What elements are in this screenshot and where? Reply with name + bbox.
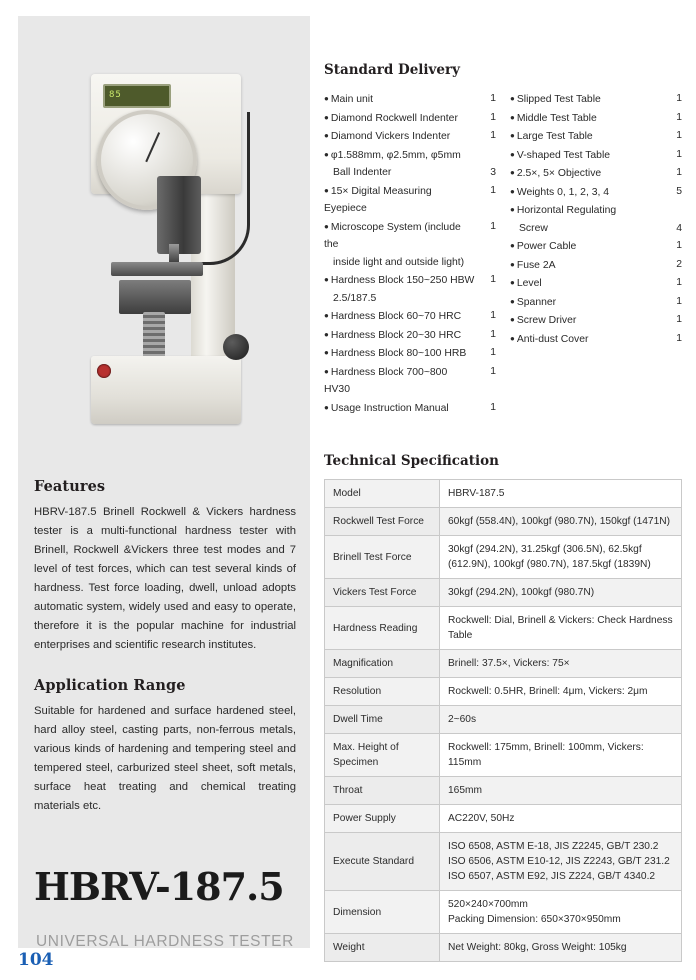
delivery-item-label: ● Level (510, 278, 542, 289)
spec-value: Brinell: 37.5×, Vickers: 75× (440, 650, 682, 678)
spec-value: 165mm (440, 777, 682, 805)
delivery-item-qty: 1 (676, 167, 682, 178)
table-row (325, 579, 682, 607)
machine-arm (157, 176, 201, 254)
digital-display (103, 84, 171, 108)
spec-key: Dimension (325, 891, 440, 934)
delivery-item-qty: 1 (490, 365, 496, 377)
bullet-icon: ● (324, 221, 329, 231)
delivery-item-label: ● Hardness Block 20~30 HRC (324, 329, 462, 341)
delivery-item (324, 271, 496, 290)
delivery-item-label: ● Horizontal Regulating (510, 205, 617, 216)
delivery-item (510, 164, 682, 183)
table-row (325, 891, 682, 934)
machine-base (91, 356, 241, 424)
delivery-item (510, 237, 682, 256)
delivery-item (324, 344, 496, 363)
delivery-item (510, 330, 682, 349)
delivery-item-label: ● Main unit (324, 94, 374, 105)
table-row (325, 706, 682, 734)
delivery-item-qty: 1 (490, 347, 496, 358)
table-row (325, 934, 682, 962)
handwheel-knob (223, 334, 249, 360)
table-row (325, 777, 682, 805)
table-row (325, 805, 682, 833)
spec-value: ISO 6508, ASTM E-18, JIS Z2245, GB/T 230.2 ISO 6506, ASTM E10-12, JIS Z2243, GB/T 231.2 ISO 6507, ASTM E92, JIS Z224, GB/T 4340.2 (440, 833, 682, 891)
delivery-item-qty: 2 (676, 258, 682, 270)
delivery-item (324, 182, 496, 218)
bullet-icon: ● (510, 186, 515, 196)
delivery-item-label: ● Spanner (510, 296, 557, 308)
delivery-item-label: ● Middle Test Table (510, 112, 597, 124)
spec-key: Hardness Reading (325, 607, 440, 650)
delivery-item (324, 218, 496, 254)
delivery-item-qty: 1 (490, 93, 496, 104)
machine-stage (119, 280, 191, 314)
delivery-item (510, 201, 682, 220)
delivery-item-label: ● Hardness Block 80~100 HRB (324, 348, 467, 359)
delivery-item-label: ● φ1.588mm, φ2.5mm, φ5mm (324, 149, 461, 161)
standard-delivery-title: Standard Delivery (324, 62, 460, 78)
delivery-item-label: ● Screw Driver (510, 315, 577, 326)
table-row (325, 734, 682, 777)
spec-key: Power Supply (325, 805, 440, 833)
spec-key: Brinell Test Force (325, 536, 440, 579)
table-row (325, 607, 682, 650)
spec-value: 520×240×700mm Packing Dimension: 650×370×950mm (440, 891, 682, 934)
delivery-item-label: ● Microscope System (include the (324, 221, 461, 250)
bullet-icon: ● (324, 329, 329, 339)
application-range-text: Suitable for hardened and surface hardened steel, hard alloy steel, casting parts, non-ferrous metals, various kinds of hardening and tempering steel and tempered steel, carburized steel sheet, soft metals, surface heat treating and chemical treating materials etc. (34, 705, 296, 812)
specification-table (324, 479, 682, 962)
bullet-icon: ● (510, 296, 515, 306)
spec-value: 30kgf (294.2N), 31.25kgf (306.5N), 62.5kgf (612.9N), 100kgf (980.7N), 187.5kgf (1839N) (440, 536, 682, 579)
delivery-item (510, 90, 682, 109)
bullet-icon: ● (510, 205, 515, 214)
delivery-item (510, 109, 682, 128)
delivery-item-label: ● Diamond Vickers Indenter (324, 131, 451, 142)
spec-value: Rockwell: 175mm, Brinell: 100mm, Vickers: 115mm (440, 734, 682, 777)
delivery-item (324, 146, 496, 165)
delivery-item-qty: 1 (676, 148, 682, 160)
bullet-icon: ● (324, 131, 329, 140)
spec-key: Rockwell Test Force (325, 508, 440, 536)
bullet-icon: ● (324, 112, 329, 122)
spec-value: AC220V, 50Hz (440, 805, 682, 833)
spec-value: Net Weight: 80kg, Gross Weight: 105kg (440, 934, 682, 962)
spec-value: Rockwell: 0.5HR, Brinell: 4μm, Vickers: 2μm (440, 678, 682, 706)
hardness-tester-illustration (73, 56, 258, 436)
spec-value: HBRV-187.5 (440, 480, 682, 508)
delivery-item (324, 290, 496, 308)
bullet-icon: ● (324, 149, 329, 159)
delivery-item-qty: 1 (490, 184, 496, 196)
bullet-icon: ● (510, 94, 515, 103)
delivery-item (510, 311, 682, 330)
delivery-item-label: ● Hardness Block 150~250 HBW (324, 275, 475, 286)
elevating-screw (143, 312, 165, 360)
delivery-item-qty: 1 (676, 240, 682, 251)
test-table (111, 262, 203, 276)
left-panel (18, 16, 310, 948)
bullet-icon: ● (510, 149, 515, 159)
delivery-item (324, 164, 496, 182)
page-number: 104 (18, 950, 54, 970)
delivery-item-qty: 1 (676, 130, 682, 141)
delivery-item-qty: 5 (676, 185, 682, 197)
spec-key: Weight (325, 934, 440, 962)
delivery-item-label: ● V-shaped Test Table (510, 149, 611, 161)
spec-value: Rockwell: Dial, Brinell & Vickers: Check Hardness Table (440, 607, 682, 650)
delivery-item-qty: 1 (676, 277, 682, 288)
display-value: 85 (109, 90, 122, 100)
delivery-item (510, 183, 682, 202)
delivery-item (510, 127, 682, 146)
delivery-item (324, 363, 496, 399)
delivery-column-2 (510, 90, 682, 417)
bullet-icon: ● (510, 112, 515, 122)
delivery-item-label: ● Hardness Block 60~70 HRC (324, 311, 462, 322)
spec-key: Model (325, 480, 440, 508)
delivery-item (324, 109, 496, 128)
spec-key: Magnification (325, 650, 440, 678)
delivery-item-label: Screw (519, 222, 548, 234)
table-row (325, 508, 682, 536)
spec-value: 2~60s (440, 706, 682, 734)
delivery-item (510, 256, 682, 275)
bullet-icon: ● (510, 278, 515, 287)
delivery-item-qty: 1 (490, 130, 496, 141)
features-text: HBRV-187.5 Brinell Rockwell & Vickers hardness tester is a multi-functional hardness tester with Brinell, Rockwell &Vickers three test modes and 7 level of test forces, which can test several kinds of hardness. Test force loading, dwell, unload adopts automatic system, widely used and easy to operate, therefore it is the popular machine for industrial enterprises and scientific research institutes. (34, 506, 296, 651)
delivery-item (324, 307, 496, 326)
features-title: Features (34, 478, 106, 495)
table-row (325, 650, 682, 678)
bullet-icon: ● (510, 315, 515, 324)
bullet-icon: ● (510, 259, 515, 269)
bullet-icon: ● (510, 241, 515, 250)
delivery-item-label: ● Weights 0, 1, 2, 3, 4 (510, 186, 610, 198)
delivery-item-qty: 1 (676, 93, 682, 104)
delivery-item-qty: 4 (676, 222, 682, 234)
spec-key: Resolution (325, 678, 440, 706)
delivery-item-qty: 1 (490, 220, 496, 232)
delivery-column-1 (324, 90, 496, 417)
bullet-icon: ● (510, 168, 515, 177)
delivery-item-label: ● 2.5×, 5× Objective (510, 168, 602, 179)
table-row (325, 678, 682, 706)
spec-key: Execute Standard (325, 833, 440, 891)
delivery-item-label: ● Anti-dust Cover (510, 333, 589, 345)
delivery-item-label: ● Hardness Block 700~800 HV30 (324, 366, 448, 395)
product-subtitle: UNIVERSAL HARDNESS TESTER (36, 933, 294, 950)
bullet-icon: ● (324, 185, 329, 195)
delivery-item (510, 293, 682, 312)
delivery-item-qty: 1 (490, 111, 496, 123)
right-panel (324, 62, 682, 962)
bullet-icon: ● (324, 94, 329, 103)
delivery-item (324, 127, 496, 146)
technical-specification-title: Technical Specification (324, 453, 499, 469)
delivery-item-qty: 1 (676, 332, 682, 344)
delivery-item-qty: 1 (490, 401, 496, 413)
spec-key: Max. Height of Specimen (325, 734, 440, 777)
delivery-item-qty: 1 (676, 295, 682, 307)
bullet-icon: ● (324, 402, 329, 412)
delivery-item-qty: 1 (676, 314, 682, 325)
bullet-icon: ● (324, 275, 329, 284)
delivery-item (324, 326, 496, 345)
delivery-item-label: 2.5/187.5 (333, 292, 377, 304)
delivery-item-qty: 1 (676, 111, 682, 123)
spec-key: Throat (325, 777, 440, 805)
product-photo (18, 16, 310, 456)
bullet-icon: ● (510, 131, 515, 140)
delivery-item-label: inside light and outside light) (333, 256, 465, 268)
table-row (325, 833, 682, 891)
delivery-item-label: ● Diamond Rockwell Indenter (324, 112, 458, 124)
bullet-icon: ● (324, 311, 329, 320)
delivery-item (324, 90, 496, 109)
spec-key: Dwell Time (325, 706, 440, 734)
spec-value: 60kgf (558.4N), 100kgf (980.7N), 150kgf (1471N) (440, 508, 682, 536)
delivery-item-label: ● Power Cable (510, 241, 577, 252)
delivery-item-qty: 1 (490, 328, 496, 340)
delivery-item-label: ● Large Test Table (510, 131, 593, 142)
delivery-item (510, 220, 682, 238)
text-spacer (34, 655, 296, 677)
delivery-item (324, 399, 496, 418)
delivery-item-label: ● Slipped Test Table (510, 94, 601, 105)
delivery-item-qty: 1 (490, 274, 496, 285)
delivery-item (510, 274, 682, 293)
bullet-icon: ● (324, 366, 329, 376)
delivery-item (510, 146, 682, 165)
delivery-item-label: ● Usage Instruction Manual (324, 402, 449, 414)
delivery-item (324, 254, 496, 272)
bullet-icon: ● (324, 348, 329, 357)
model-name-large: HBRV-187.5 (34, 864, 284, 909)
delivery-item-label: ● Fuse 2A (510, 259, 556, 271)
table-row (325, 536, 682, 579)
standard-delivery-list (324, 90, 682, 417)
table-row (325, 480, 682, 508)
spec-value: 30kgf (294.2N), 100kgf (980.7N) (440, 579, 682, 607)
delivery-item-label: Ball Indenter (333, 167, 392, 178)
application-range-title: Application Range (34, 677, 186, 694)
spec-key: Vickers Test Force (325, 579, 440, 607)
delivery-item-qty: 1 (490, 310, 496, 321)
left-text-block (34, 478, 296, 816)
delivery-item-label: ● 15× Digital Measuring Eyepiece (324, 185, 432, 214)
delivery-item-qty: 3 (490, 167, 496, 178)
bullet-icon: ● (510, 333, 515, 343)
